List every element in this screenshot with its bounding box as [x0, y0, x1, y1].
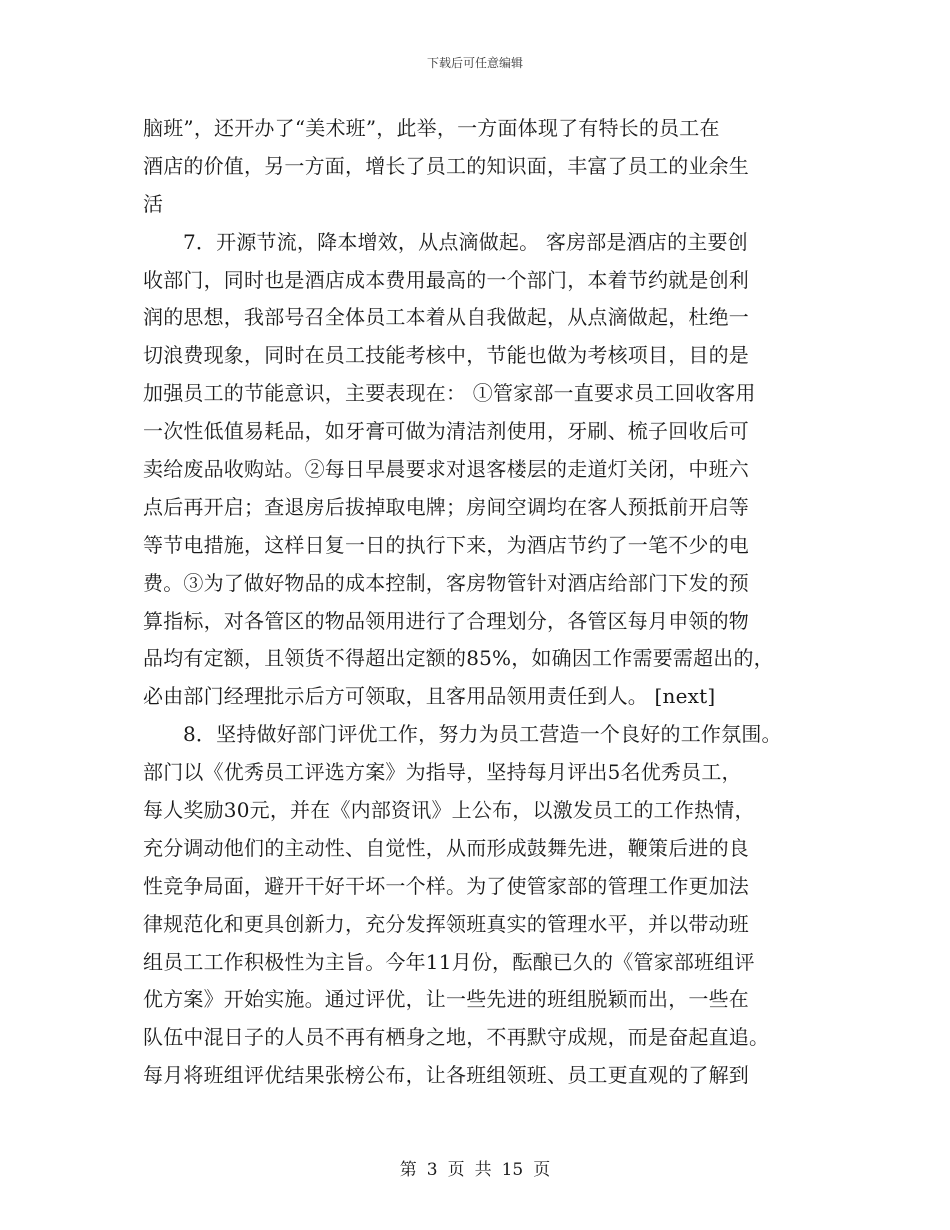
text-line: 加强员工的节能意识，主要表现在： ①管家部一直要求员工回收客用	[143, 381, 756, 406]
text-line: 切浪费现象，同时在员工技能考核中，节能也做为考核项目，目的是	[143, 343, 749, 368]
text-line: 组员工工作积极性为主旨。今年11月份，酝酿已久的《管家部班组评	[143, 949, 755, 974]
page-footer	[0, 1155, 950, 1180]
page-header: 下载后可任意编辑	[426, 56, 523, 70]
text-line: 品均有定额，且领货不得超出定额的85%，如确因工作需要需超出的，	[143, 646, 774, 671]
text-line: 点后再开启；查退房后拔掉取电牌；房间空调均在客人预抵前开启等	[143, 494, 749, 519]
footer-current-page: 3	[426, 1160, 438, 1180]
text-line: 优方案》开始实施。通过评优，让一些先进的班组脱颖而出，一些在	[143, 987, 749, 1012]
text-line: 卖给废品收购站。②每日早晨要求对退客楼层的走道灯关闭，中班六	[143, 457, 749, 482]
text-line: 7．开源节流，降本增效，从点滴做起。 客房部是酒店的主要创	[183, 229, 748, 254]
footer-label-of: 页	[447, 1160, 465, 1180]
text-line: 算指标，对各管区的物品领用进行了合理划分，各管区每月申领的物	[143, 608, 749, 633]
text-line: 一次性低值易耗品，如牙膏可做为清洁剂使用，牙刷、梳子回收后可	[143, 419, 749, 444]
text-line: 必由部门经理批示后方可领取，且客用品领用责任到人。 [next]	[143, 684, 716, 709]
text-line: 等节电措施，这样日复一日的执行下来，为酒店节约了一笔不少的电	[143, 532, 749, 557]
text-line: 费。③为了做好物品的成本控制，客房物管针对酒店给部门下发的预	[143, 570, 749, 595]
text-line: 律规范化和更具创新力，充分发挥领班真实的管理水平，并以带动班	[143, 911, 749, 936]
text-line: 每月将班组评优结果张榜公布，让各班组领班、员工更直观的了解到	[143, 1063, 749, 1088]
text-line: 活	[143, 191, 164, 216]
text-line: 性竞争局面，避开干好干坏一个样。为了使管家部的管理工作更加法	[143, 873, 749, 898]
text-line: 充分调动他们的主动性、自觉性，从而形成鼓舞先进，鞭策后进的良	[143, 835, 749, 860]
footer-total-pages: 15	[501, 1160, 524, 1180]
text-line: 润的思想，我部号召全体员工本着从自我做起，从点滴做起，杜绝一	[143, 305, 749, 330]
footer-label-end: 页	[533, 1160, 551, 1180]
text-line: 酒店的价值，另一方面，增长了员工的知识面，丰富了员工的业余生	[143, 153, 749, 178]
footer-label-page: 第	[399, 1160, 417, 1180]
footer-label-total: 共	[474, 1160, 492, 1180]
text-line: 收部门，同时也是酒店成本费用最高的一个部门，本着节约就是创利	[143, 267, 749, 292]
text-line: 队伍中混日子的人员不再有栖身之地，不再默守成规，而是奋起直追。	[143, 1025, 770, 1050]
document-body	[143, 110, 818, 1095]
text-line: 部门以《优秀员工评选方案》为指导，坚持每月评出5名优秀员工，	[143, 760, 742, 785]
text-line: 脑班”，还开办了“美术班”，此举，一方面体现了有特长的员工在	[143, 116, 720, 140]
text-line: 8．坚持做好部门评优工作，努力为员工营造一个良好的工作氛围。	[183, 722, 782, 747]
text-line: 每人奖励30元，并在《内部资讯》上公布，以激发员工的工作热情，	[143, 798, 755, 823]
